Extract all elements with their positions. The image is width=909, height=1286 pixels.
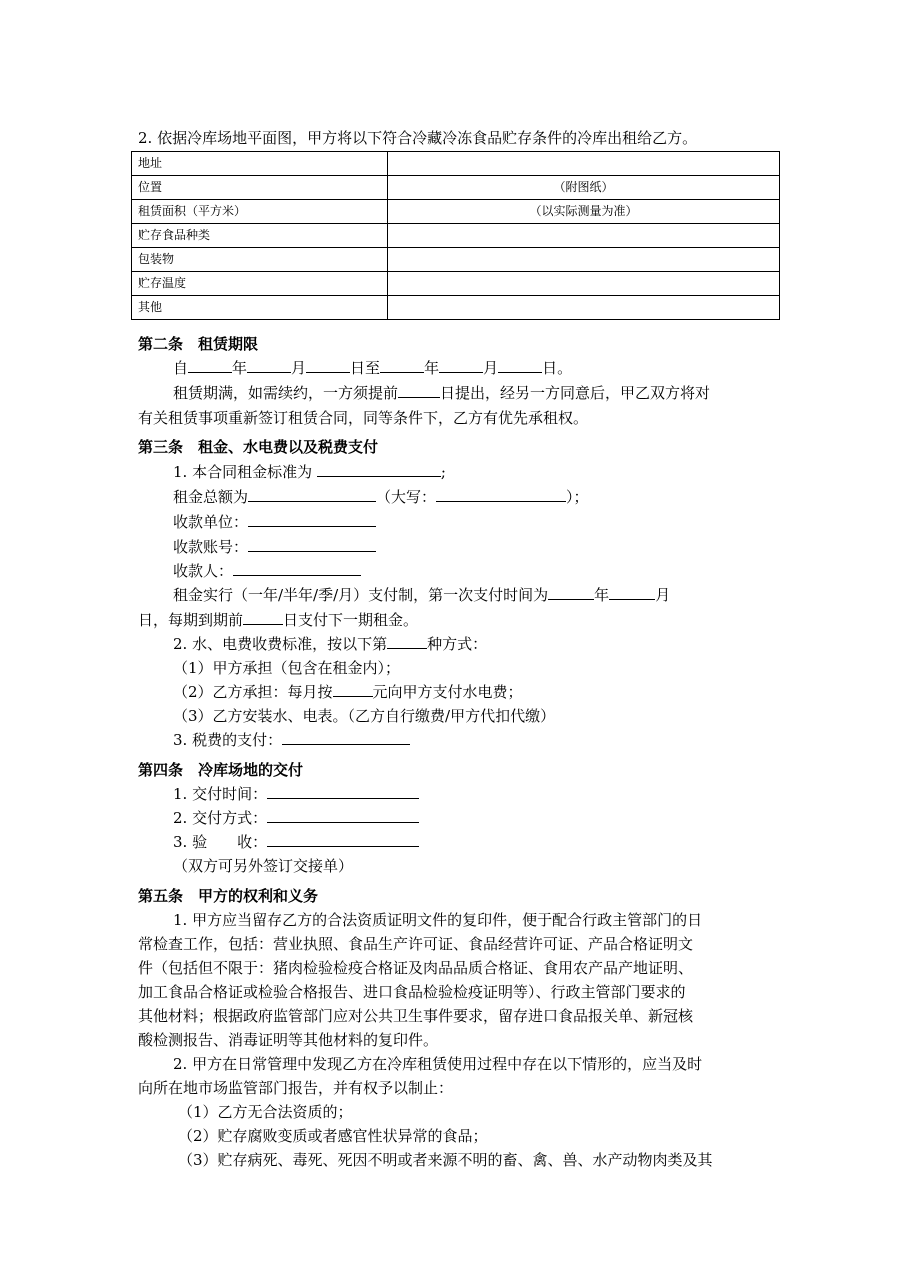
renewal-text-a: 租赁期满，如需续约，一方须提前 bbox=[173, 384, 399, 402]
art5-p1-line-3: 件（包括但不限于：猪肉检验检疫合格证及肉品品质合格证、食用农产品产地证明、 bbox=[138, 959, 694, 977]
end-month-blank[interactable] bbox=[439, 358, 483, 373]
delivery-method-line bbox=[173, 808, 419, 828]
art5-item-1: （1）乙方无合法资质的； bbox=[178, 1103, 353, 1121]
payee-person-line bbox=[173, 561, 361, 581]
acceptance-line bbox=[173, 832, 419, 852]
first-pay-year-blank[interactable] bbox=[548, 585, 594, 600]
spec-table-row bbox=[132, 152, 780, 176]
article-3-title: 第三条 租金、水电费以及税费支付 bbox=[138, 438, 379, 456]
utility-amount-blank[interactable] bbox=[333, 682, 373, 697]
utility-option-1: （1）甲方承担（包含在租金内）； bbox=[173, 659, 401, 677]
renewal-text-b: 日提出，经另一方同意后，甲乙双方将对 bbox=[440, 384, 711, 402]
intro-text: 2. 依据冷库场地平面图，甲方将以下符合冷藏冷冻食品贮存条件的冷库出租给乙方。 bbox=[138, 129, 698, 147]
tax-payment-line bbox=[173, 730, 410, 750]
rent-total-close: ）； bbox=[566, 488, 589, 506]
delivery-time-line bbox=[173, 784, 419, 804]
delivery-method-label: 2. 交付方式： bbox=[173, 809, 268, 827]
art5-p2-line-2: 向所在地市场监管部门报告，并有权予以制止： bbox=[138, 1079, 454, 1097]
start-day-blank[interactable] bbox=[306, 358, 350, 373]
advance-days-blank[interactable] bbox=[243, 610, 283, 625]
acceptance-label: 3. 验 收： bbox=[173, 833, 268, 851]
payment-term-line-2 bbox=[138, 610, 418, 630]
art5-p2-line-1: 2. 甲方在日常管理中发现乙方在冷库租赁使用过程中存在以下情形的，应当及时 bbox=[173, 1055, 703, 1073]
spec-row-label: 其他 bbox=[132, 296, 388, 320]
rent-total-label: 租金总额为 bbox=[173, 488, 249, 506]
handover-note: （双方可另外签订交接单） bbox=[173, 857, 354, 875]
first-pay-month-blank[interactable] bbox=[609, 585, 655, 600]
text-year-end: 年 bbox=[424, 359, 440, 377]
payee-person-blank[interactable] bbox=[233, 561, 361, 576]
art5-item-3: （3）贮存病死、毒死、死因不明或者来源不明的畜、禽、兽、水产动物肉类及其 bbox=[178, 1151, 713, 1169]
spec-row-value[interactable] bbox=[388, 248, 780, 272]
payee-account-blank[interactable] bbox=[248, 537, 376, 552]
payee-person-label: 收款人： bbox=[173, 562, 234, 580]
spec-table-row bbox=[132, 176, 780, 200]
utility-standard-line bbox=[173, 634, 487, 654]
payment-advance-text: 日，每期到期前 bbox=[138, 611, 244, 629]
rent-standard-label: 1. 本合同租金标准为 bbox=[173, 463, 313, 481]
lease-period-line bbox=[173, 358, 572, 378]
text-zi: 自 bbox=[173, 359, 189, 377]
utility-option-2-text-a: （2）乙方承担：每月按 bbox=[173, 683, 333, 701]
spec-row-value[interactable] bbox=[388, 272, 780, 296]
spec-row-value[interactable]: （附图纸） bbox=[388, 176, 780, 200]
start-year-blank[interactable] bbox=[188, 358, 232, 373]
text-month: 月 bbox=[291, 359, 307, 377]
article-2-title: 第二条 租赁期限 bbox=[138, 335, 259, 353]
text-year: 年 bbox=[232, 359, 248, 377]
spec-row-label: 包装物 bbox=[132, 248, 388, 272]
spec-table-row bbox=[132, 200, 780, 224]
text-month-pay: 月 bbox=[655, 586, 671, 604]
text-month-end: 月 bbox=[483, 359, 499, 377]
cold-storage-spec-table bbox=[131, 151, 780, 320]
spec-row-label: 租赁面积（平方米） bbox=[132, 200, 388, 224]
utility-option-3: （3）乙方安装水、电表。（乙方自行缴费/甲方代扣代缴） bbox=[173, 707, 556, 725]
spec-row-label: 位置 bbox=[132, 176, 388, 200]
rent-standard-line bbox=[173, 462, 446, 482]
utility-standard-text: 2. 水、电费收费标准，按以下第 bbox=[173, 635, 388, 653]
spec-row-value[interactable]: （以实际测量为准） bbox=[388, 200, 780, 224]
spec-table-row bbox=[132, 272, 780, 296]
art5-p1-line-5: 其他材料；根据政府监管部门应对公共卫生事件要求，留存进口食品报关单、新冠核 bbox=[138, 1007, 694, 1025]
text-year-pay: 年 bbox=[594, 586, 610, 604]
tax-payment-label: 3. 税费的支付： bbox=[173, 731, 283, 749]
payee-unit-line bbox=[173, 512, 376, 532]
end-day-blank[interactable] bbox=[498, 358, 542, 373]
rent-total-line bbox=[173, 487, 589, 507]
delivery-time-blank[interactable] bbox=[267, 784, 419, 799]
delivery-time-label: 1. 交付时间： bbox=[173, 785, 268, 803]
spec-table-row bbox=[132, 248, 780, 272]
spec-row-label: 贮存食品种类 bbox=[132, 224, 388, 248]
payment-term-text: 租金实行（一年/半年/季/月）支付制，第一次支付时间为 bbox=[173, 586, 549, 604]
utility-option-blank[interactable] bbox=[387, 634, 427, 649]
spec-table-row bbox=[132, 296, 780, 320]
payee-unit-label: 收款单位： bbox=[173, 513, 249, 531]
utility-option-2-text-b: 元向甲方支付水电费； bbox=[372, 683, 523, 701]
end-year-blank[interactable] bbox=[380, 358, 424, 373]
text-day-to: 日至 bbox=[350, 359, 381, 377]
spec-table-row bbox=[132, 224, 780, 248]
utility-option-2 bbox=[173, 682, 523, 702]
renewal-paragraph-1 bbox=[173, 383, 710, 403]
utility-method-text: 种方式： bbox=[427, 635, 488, 653]
payee-unit-blank[interactable] bbox=[248, 512, 376, 527]
art5-p1-line-1: 1. 甲方应当留存乙方的合法资质证明文件的复印件，便于配合行政主管部门的日 bbox=[173, 911, 703, 929]
semicolon: ; bbox=[440, 463, 446, 481]
payment-term-line-1 bbox=[173, 585, 670, 605]
article-4-title: 第四条 冷库场地的交付 bbox=[138, 761, 304, 779]
start-month-blank[interactable] bbox=[247, 358, 291, 373]
delivery-method-blank[interactable] bbox=[267, 808, 419, 823]
article-5-title: 第五条 甲方的权利和义务 bbox=[138, 887, 319, 905]
payee-account-line bbox=[173, 537, 376, 557]
renewal-paragraph-2: 有关租赁事项重新签订租赁合同，同等条件下，乙方有优先承租权。 bbox=[138, 409, 589, 427]
spec-row-value[interactable] bbox=[388, 152, 780, 176]
spec-row-value[interactable] bbox=[388, 224, 780, 248]
art5-p1-line-2: 常检查工作，包括：营业执照、食品生产许可证、食品经营许可证、产品合格证明文 bbox=[138, 935, 694, 953]
acceptance-blank[interactable] bbox=[267, 832, 419, 847]
rent-total-capital-label: （大写： bbox=[376, 488, 437, 506]
rent-total-capital-blank[interactable] bbox=[436, 487, 566, 502]
spec-row-label: 地址 bbox=[132, 152, 388, 176]
spec-row-label: 贮存温度 bbox=[132, 272, 388, 296]
art5-p1-line-6: 酸检测报告、消毒证明等其他材料的复印件。 bbox=[138, 1031, 439, 1049]
renewal-days-blank[interactable] bbox=[398, 383, 440, 398]
payee-account-label: 收款账号： bbox=[173, 538, 249, 556]
rent-total-blank[interactable] bbox=[248, 487, 376, 502]
spec-row-value[interactable] bbox=[388, 296, 780, 320]
text-day-end: 日。 bbox=[542, 359, 573, 377]
rent-standard-blank[interactable] bbox=[317, 462, 441, 477]
payment-next-text: 日支付下一期租金。 bbox=[283, 611, 419, 629]
art5-p1-line-4: 加工食品合格证或检验合格报告、进口食品检验检疫证明等）、行政主管部门要求的 bbox=[138, 983, 686, 1001]
art5-item-2: （2）贮存腐败变质或者感官性状异常的食品； bbox=[178, 1127, 488, 1145]
tax-payment-blank[interactable] bbox=[282, 730, 410, 745]
